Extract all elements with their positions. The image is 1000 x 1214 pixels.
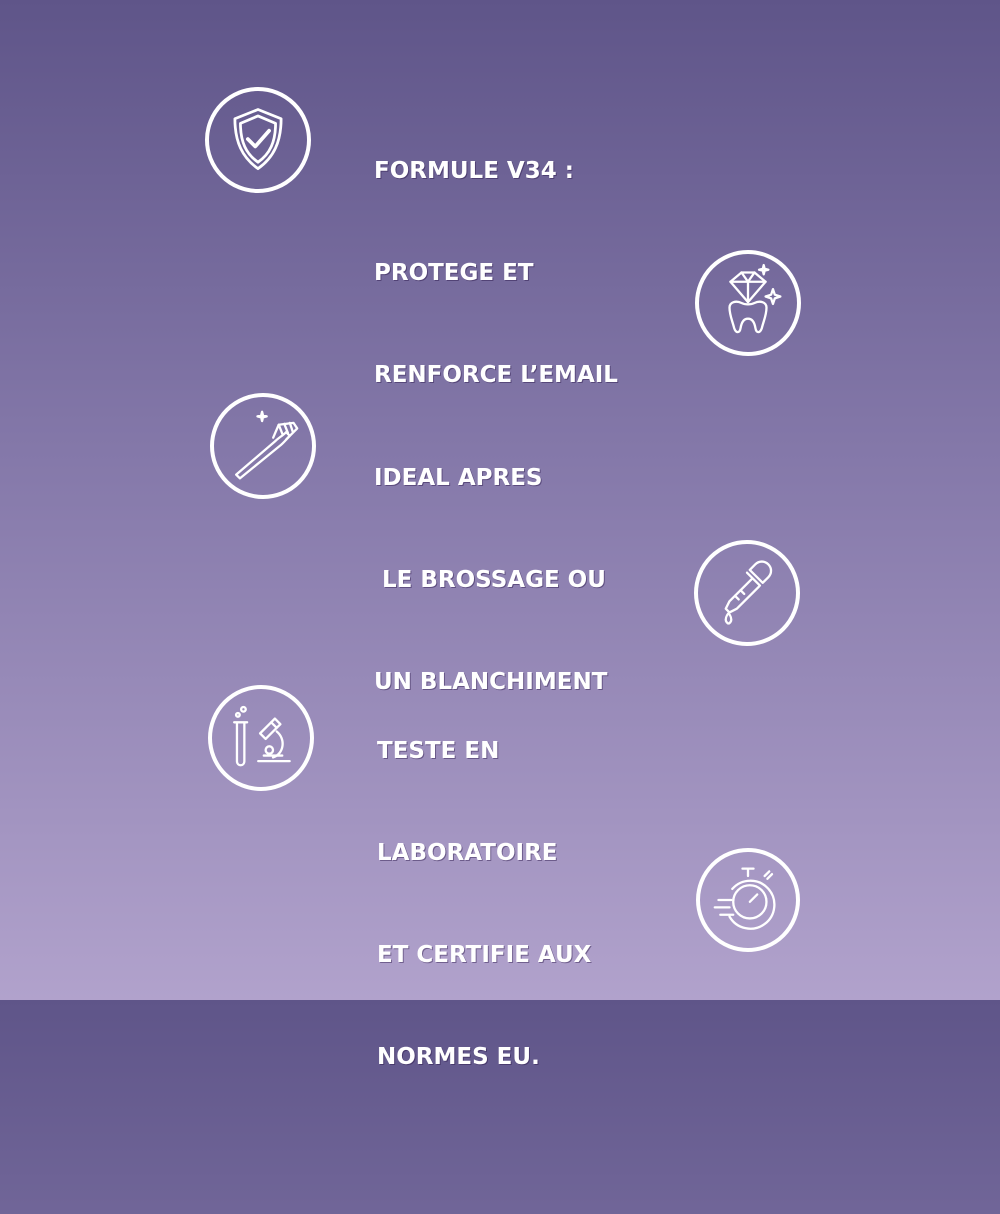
dropper-icon bbox=[694, 540, 800, 646]
feature-ideal-text: IDEAL APRES LE BROSSAGE OU UN BLANCHIMENT bbox=[374, 465, 608, 695]
stopwatch-icon bbox=[696, 848, 800, 952]
diamond-tooth-icon bbox=[695, 250, 801, 356]
feature-formule-text: FORMULE V34 : PROTEGE ET RENFORCE L’EMAIL bbox=[374, 158, 618, 388]
shield-check-icon bbox=[205, 87, 311, 193]
lab-microscope-icon bbox=[208, 685, 314, 791]
toothbrush-icon bbox=[210, 393, 316, 499]
feature-teste-text: TESTE EN LABORATOIRE ET CERTIFIE AUX NORMES EU. bbox=[377, 738, 592, 1070]
